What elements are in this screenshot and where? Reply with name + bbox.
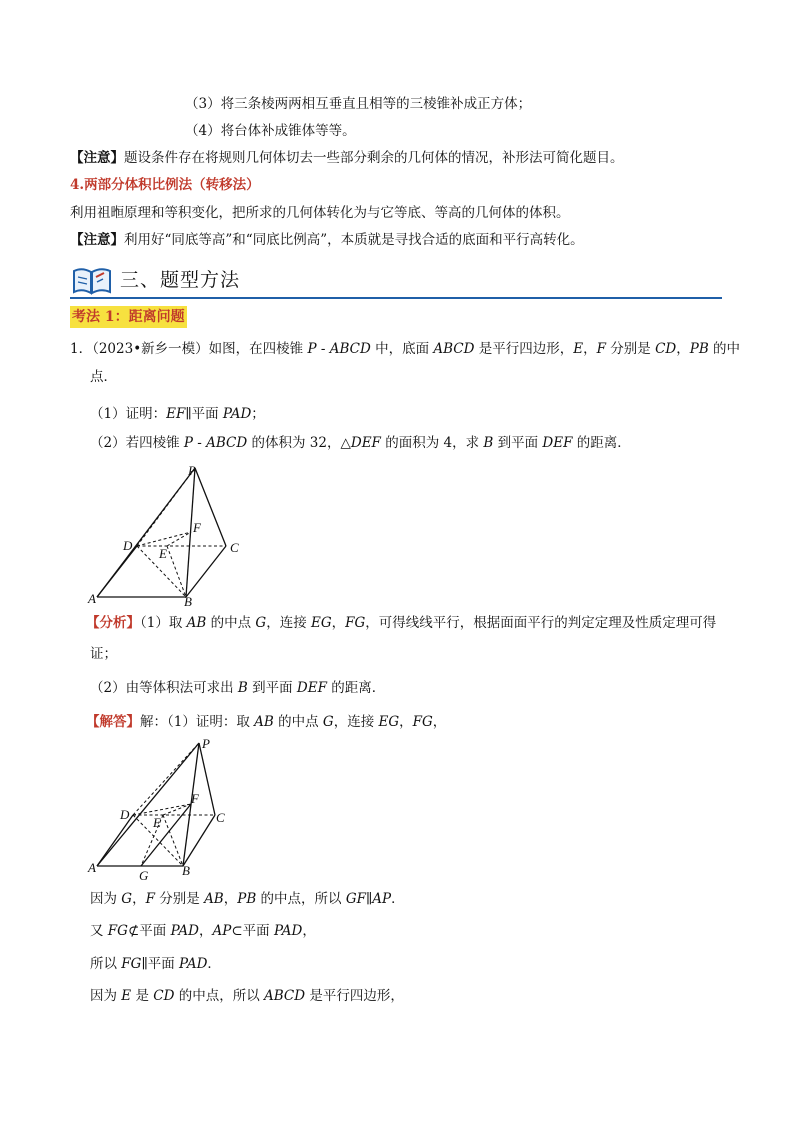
note-2-text: 利用好“同底等高”和“同底比例高”，本质就是寻找合适的底面和平行高转化。 <box>124 232 584 248</box>
t: FG <box>345 615 366 631</box>
t: 分别是 <box>605 341 656 357</box>
t: （1）取 <box>140 615 187 631</box>
reason-line-2 <box>90 921 316 941</box>
kaofa-label: 考法 1：距离问题 <box>70 306 187 328</box>
t: 中，底面 <box>370 341 434 357</box>
t: CD <box>655 341 677 357</box>
t: ， <box>331 615 346 631</box>
t: 的距离． <box>326 680 386 696</box>
t: 的中点，所以 <box>256 891 346 907</box>
t: 到平面 <box>247 680 297 696</box>
label-P: P <box>202 736 210 751</box>
item-3: （3）将三条棱两两相互垂直且相等的三棱锥补成正方体； <box>185 96 532 112</box>
label-E: E <box>153 815 161 830</box>
t: ABCD <box>264 988 306 1004</box>
t: EG <box>311 615 332 631</box>
t: 的中点 <box>273 714 323 730</box>
t: ， <box>132 891 146 907</box>
heading-4: 4.两部分体积比例法（转移法） <box>70 177 260 193</box>
label-C: C <box>230 540 239 555</box>
t: CD <box>153 988 175 1004</box>
t: PAD <box>222 406 252 422</box>
t: F <box>596 341 606 357</box>
t: ， <box>302 923 316 939</box>
analysis-tag: 【分析】 <box>86 615 140 631</box>
label-C: C <box>216 810 225 825</box>
t: 的中点 <box>206 615 256 631</box>
label-G: G <box>139 868 149 883</box>
note-1 <box>70 148 624 168</box>
t: 到平面 <box>493 435 543 451</box>
t: 的距离． <box>572 435 631 451</box>
t: 所以 <box>90 956 122 972</box>
t: （2）若四棱锥 <box>90 435 184 451</box>
t: FG <box>121 956 142 972</box>
analysis-line-3 <box>90 678 385 698</box>
t: ， <box>223 891 238 907</box>
t: FG <box>107 923 128 939</box>
t: ∥平面 <box>141 956 179 972</box>
t: ，连接 <box>266 615 311 631</box>
t: FG <box>412 714 433 730</box>
t: ； <box>251 406 265 422</box>
t: ， <box>583 341 597 357</box>
label-F: F <box>191 791 199 806</box>
t: 是平行四边形， <box>305 988 404 1004</box>
answer-line-1 <box>86 712 446 732</box>
book-icon <box>70 263 114 297</box>
t: 的中 <box>708 341 741 357</box>
t: ⊂平面 <box>231 923 274 939</box>
paragraph-4: 利用祖暅原理和等积变化，把所求的几何体转化为与它等底、等高的几何体的体积。 <box>70 205 570 221</box>
label-P: P <box>188 463 196 478</box>
t: DEF <box>350 435 381 451</box>
t: 又 <box>90 923 108 939</box>
t: F <box>145 891 155 907</box>
note-2-tag: 【注意】 <box>70 232 124 248</box>
t: AB <box>204 891 224 907</box>
t: DEF <box>542 435 573 451</box>
question-1 <box>90 404 265 424</box>
t: （2）由等体积法可求出 <box>90 680 238 696</box>
t: 的体积为 32，△ <box>247 435 351 451</box>
t: ， <box>432 714 447 730</box>
t: ， <box>198 923 213 939</box>
label-B: B <box>184 594 192 606</box>
t: ，连接 <box>333 714 379 730</box>
note-2 <box>70 230 584 250</box>
t: ． <box>207 956 221 972</box>
t: ABCD <box>433 341 475 357</box>
t: 1．（2023•新乡一模）如图，在四棱锥 <box>70 341 308 357</box>
t: E <box>573 341 584 357</box>
t: P <box>183 435 193 451</box>
t: 解：（1）证明：取 <box>140 714 255 730</box>
t: PAD <box>178 956 208 972</box>
t: 是 <box>131 988 154 1004</box>
label-D: D <box>120 807 130 822</box>
analysis-line-2: 证； <box>90 646 117 662</box>
t: 因为 <box>90 988 122 1004</box>
t: ∥平面 <box>185 406 223 422</box>
label-F: F <box>193 520 201 535</box>
t: 的中点，所以 <box>174 988 264 1004</box>
section-title: 三、题型方法 <box>120 269 241 291</box>
label-E: E <box>159 546 167 561</box>
t: 因为 <box>90 891 122 907</box>
t: AB <box>254 714 274 730</box>
note-1-tag: 【注意】 <box>70 150 124 166</box>
problem-line-1 <box>70 339 740 359</box>
label-B: B <box>182 863 190 878</box>
t: E <box>121 988 132 1004</box>
reason-line-4 <box>90 986 404 1006</box>
t: AB <box>186 615 207 631</box>
t: G <box>255 615 267 631</box>
t: ABCD <box>206 435 248 451</box>
t: ， <box>676 341 690 357</box>
analysis-line-1 <box>86 613 716 633</box>
t: B <box>483 435 494 451</box>
t: AP <box>212 923 232 939</box>
t: - <box>316 341 330 357</box>
t: ABCD <box>329 341 371 357</box>
t: ⊄平面 <box>127 923 171 939</box>
label-A: A <box>88 860 96 875</box>
t: - <box>192 435 207 451</box>
t: EG <box>378 714 400 730</box>
note-1-text: 题设条件存在将规则几何体切去一些部分剩余的几何体的情况，补形法可简化题目。 <box>124 150 624 166</box>
label-D: D <box>123 538 133 553</box>
t: （1）证明： <box>90 406 167 422</box>
t: ， <box>399 714 413 730</box>
label-A: A <box>88 591 96 606</box>
section-divider <box>70 297 722 299</box>
t: ∥ <box>366 891 373 907</box>
t: PB <box>689 341 709 357</box>
answer-tag: 【解答】 <box>86 714 140 730</box>
t: ，可得线线平行，根据面面平行的判定定理及性质定理可得 <box>365 615 717 631</box>
t: PAD <box>170 923 199 939</box>
reason-line-3 <box>90 954 221 974</box>
pyramid-figure-2 <box>85 733 245 883</box>
t: AP <box>372 891 392 907</box>
t: ． <box>391 891 405 907</box>
t: 分别是 <box>154 891 205 907</box>
t: PAD <box>273 923 303 939</box>
question-2 <box>90 433 631 453</box>
reason-line-1 <box>90 889 405 909</box>
problem-line-2: 点． <box>90 369 117 385</box>
t: G <box>121 891 133 907</box>
t: G <box>322 714 334 730</box>
t: P <box>307 341 317 357</box>
t: B <box>237 680 248 696</box>
pyramid-figure-1 <box>85 460 245 606</box>
item-4: （4）将台体补成锥体等等。 <box>185 123 356 139</box>
t: EF <box>166 406 186 422</box>
t: PB <box>237 891 257 907</box>
t: GF <box>345 891 366 907</box>
t: 是平行四边形， <box>474 341 574 357</box>
t: DEF <box>296 680 327 696</box>
t: 的面积为 4，求 <box>380 435 484 451</box>
